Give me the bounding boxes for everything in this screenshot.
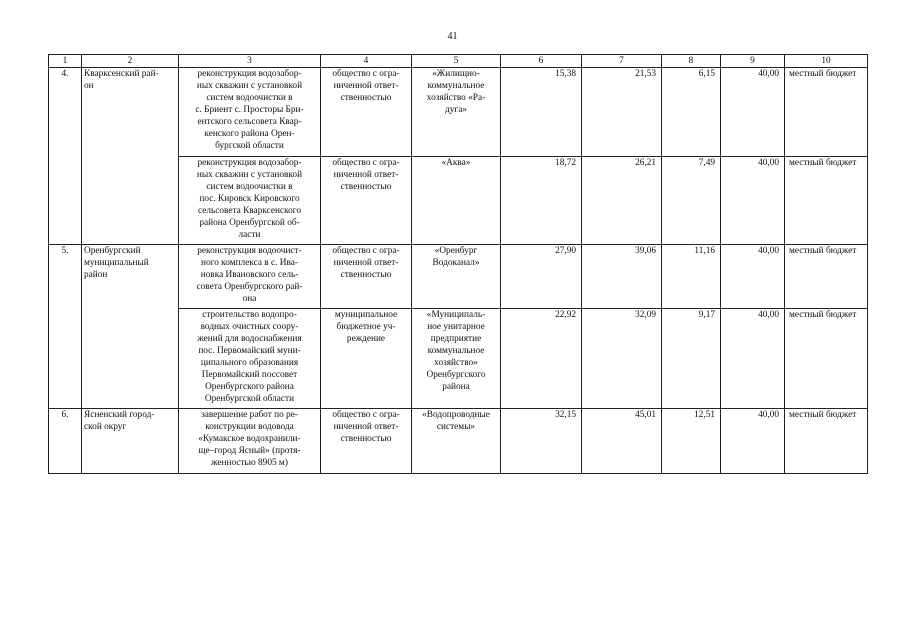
column-header: 9: [721, 55, 785, 68]
value-cell: 7,49: [662, 157, 721, 245]
value-cell: 18,72: [501, 157, 582, 245]
value-cell: 40,00: [721, 157, 785, 245]
budget-cell: местный бюджет: [785, 409, 868, 474]
value-cell: 15,38: [501, 68, 582, 157]
column-header: 10: [785, 55, 868, 68]
work-cell: реконструкция водоочист- ного комплекса в с. Ива- новка Ивановского сель- совета Оренбургского рай- она: [179, 245, 321, 309]
org-type-cell: общество с огра- ниченной ответ- ственностью: [321, 68, 412, 157]
org-type-cell: муниципальное бюджетное уч- реждение: [321, 309, 412, 409]
value-cell: 9,17: [662, 309, 721, 409]
value-cell: 32,09: [582, 309, 662, 409]
column-header: 6: [501, 55, 582, 68]
value-cell: 39,06: [582, 245, 662, 309]
budget-cell: местный бюджет: [785, 68, 868, 157]
column-header: 8: [662, 55, 721, 68]
value-cell: 27,90: [501, 245, 582, 309]
value-cell: 40,00: [721, 245, 785, 309]
column-header: 7: [582, 55, 662, 68]
column-header: 5: [412, 55, 501, 68]
header-row: [49, 55, 868, 68]
page-number: 41: [447, 31, 458, 42]
value-cell: 40,00: [721, 409, 785, 474]
budget-cell: местный бюджет: [785, 309, 868, 409]
region-cell: Оренбургский муниципальный район: [82, 245, 179, 409]
column-header: 3: [179, 55, 321, 68]
row-number: 5.: [49, 245, 82, 409]
budget-cell: местный бюджет: [785, 245, 868, 309]
data-table: [48, 54, 868, 474]
work-cell: строительство водопро- водных очистных соору- жений для водоснабжения пос. Первомайский муни- ципального образования Первомайский поссовет Оренбургского района Оренбургской области: [179, 309, 321, 409]
row-number: 6.: [49, 409, 82, 474]
org-name-cell: «Муниципаль- ное унитарное предприятие коммунальное хозяйство» Оренбургского района: [412, 309, 501, 409]
column-header: 2: [82, 55, 179, 68]
row-number: 4.: [49, 68, 82, 245]
org-type-cell: общество с огра- ниченной ответ- ственностью: [321, 245, 412, 309]
org-name-cell: «Оренбург Водоканал»: [412, 245, 501, 309]
value-cell: 26,21: [582, 157, 662, 245]
column-header: 1: [49, 55, 82, 68]
table-row: [49, 245, 868, 309]
org-name-cell: «Аква»: [412, 157, 501, 245]
table-row: [49, 68, 868, 157]
value-cell: 6,15: [662, 68, 721, 157]
budget-cell: местный бюджет: [785, 157, 868, 245]
org-type-cell: общество с огра- ниченной ответ- ственностью: [321, 409, 412, 474]
org-type-cell: общество с огра- ниченной ответ- ственностью: [321, 157, 412, 245]
value-cell: 32,15: [501, 409, 582, 474]
column-header: 4: [321, 55, 412, 68]
table-row: [49, 409, 868, 474]
value-cell: 45,01: [582, 409, 662, 474]
work-cell: реконструкция водозабор- ных скважин с установкой систем водоочистки в пос. Кировск Кировского сельсовета Кварксенского района Оренбургской об- ласти: [179, 157, 321, 245]
region-cell: Кварксенский рай- он: [82, 68, 179, 245]
value-cell: 21,53: [582, 68, 662, 157]
value-cell: 40,00: [721, 309, 785, 409]
work-cell: завершение работ по ре- конструкции водовода «Кумакское водохранили- ще–город Ясный» (протя- женностью 8905 м): [179, 409, 321, 474]
value-cell: 40,00: [721, 68, 785, 157]
org-name-cell: «Жилищно- коммунальное хозяйство «Ра- дуга»: [412, 68, 501, 157]
value-cell: 11,16: [662, 245, 721, 309]
org-name-cell: «Водопроводные системы»: [412, 409, 501, 474]
value-cell: 22,92: [501, 309, 582, 409]
value-cell: 12,51: [662, 409, 721, 474]
work-cell: реконструкция водозабор- ных скважин с установкой систем водоочистки в с. Бриент с. Просторы Бри- ентского сельсовета Квар- кенского района Орен- бургской области: [179, 68, 321, 157]
region-cell: Ясненский город- ской округ: [82, 409, 179, 474]
